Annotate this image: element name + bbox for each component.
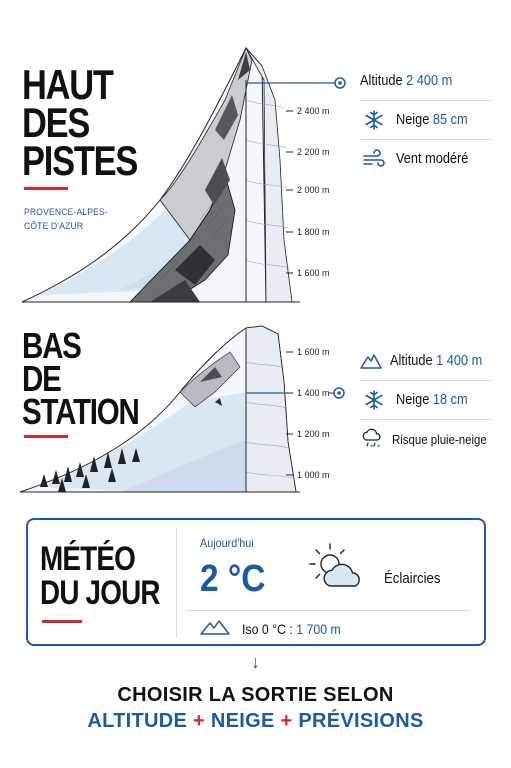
- top-title-line3: PISTES: [22, 137, 138, 184]
- rain-snow-cloud-icon: [360, 427, 384, 451]
- weather-condition: Éclaircies: [384, 570, 441, 587]
- info-value: 1 400 m: [436, 353, 483, 369]
- top-section: [0, 0, 511, 315]
- scale-tick-label: 1 200 m: [297, 429, 330, 439]
- mountain-icon: [200, 618, 230, 641]
- sun-cloud-icon: [308, 542, 374, 597]
- region-line2: CÔTE D'AZUR: [24, 221, 84, 232]
- scale-tick-label: 1 800 m: [297, 227, 330, 237]
- station-info-snow: [360, 385, 492, 415]
- title-underline: [24, 435, 68, 438]
- title-underline: [42, 620, 82, 623]
- info-label: Risque pluie-neige: [392, 431, 487, 447]
- weather-card: [26, 518, 486, 646]
- station-info-panel: [360, 346, 492, 454]
- title-underline: [24, 187, 68, 190]
- freezing-level: [242, 621, 341, 637]
- cta-line2: [0, 710, 511, 733]
- station-altitude-leader: [246, 386, 350, 400]
- freezing-level-label: Iso 0 °C :: [242, 621, 297, 637]
- top-title-line2: DES: [22, 99, 90, 146]
- divider: [186, 610, 470, 611]
- scale-tick-label: 1 400 m: [297, 388, 330, 398]
- info-label: Neige: [396, 112, 433, 128]
- station-altitude-scale: [286, 344, 336, 484]
- mountain-icon: [360, 349, 382, 373]
- info-label: Vent modéré: [396, 151, 469, 167]
- cta-word-previsions: PRÉVISIONS: [298, 710, 424, 732]
- snowflake-icon: [360, 388, 388, 412]
- svg-text:*: *: [377, 443, 381, 451]
- top-info-wind: [360, 144, 492, 174]
- top-title-line1: HAUT: [22, 61, 113, 108]
- cta-plus: +: [280, 710, 293, 732]
- scale-tick-label: 2 000 m: [297, 185, 330, 195]
- info-label: Altitude: [390, 353, 437, 369]
- snowflake-icon: [360, 108, 388, 132]
- cta-line1: CHOISIR LA SORTIE SELON: [117, 684, 394, 706]
- divider: [360, 100, 492, 101]
- station-info-precip: [360, 424, 492, 454]
- temperature-value: 2 °C: [200, 558, 266, 600]
- top-altitude-scale: [286, 100, 336, 280]
- region-line1: PROVENCE-ALPES-: [24, 207, 108, 218]
- scale-tick-label: 2 200 m: [297, 147, 330, 157]
- freezing-level-value: 1 700 m: [296, 621, 341, 637]
- info-value: 18 cm: [432, 392, 468, 408]
- station-section: [0, 318, 511, 508]
- divider: [360, 380, 492, 381]
- cta-plus: +: [193, 710, 206, 732]
- top-altitude-leader: [246, 76, 356, 90]
- wind-icon: [360, 147, 388, 171]
- scale-tick-label: 1 600 m: [297, 268, 330, 278]
- info-label: Neige: [396, 392, 433, 408]
- top-info-altitude: [360, 66, 492, 96]
- scale-tick-label: 2 400 m: [297, 106, 330, 116]
- station-title-line1: BAS: [22, 325, 81, 366]
- divider: [176, 528, 177, 638]
- info-label: Altitude: [360, 73, 407, 89]
- down-arrow-icon: ↓: [251, 652, 260, 672]
- divider: [360, 139, 492, 140]
- today-label: Aujourd'hui: [200, 536, 254, 550]
- scale-tick-label: 1 000 m: [297, 470, 330, 480]
- scale-tick-label: 1 600 m: [297, 347, 330, 357]
- station-title-line3: STATION: [22, 391, 139, 432]
- weather-title-line2: DU JOUR: [40, 574, 160, 612]
- station-info-altitude: [360, 346, 492, 376]
- top-info-panel: [360, 66, 492, 174]
- station-title-line2: DE: [22, 358, 61, 399]
- info-value: 85 cm: [432, 112, 468, 128]
- top-info-snow: [360, 105, 492, 135]
- divider: [360, 419, 492, 420]
- svg-text:*: *: [370, 443, 374, 451]
- info-value: 2 400 m: [406, 73, 453, 89]
- cta-word-neige: NEIGE: [210, 710, 275, 732]
- cta-word-altitude: ALTITUDE: [87, 710, 188, 732]
- weather-title-line1: MÉTÉO: [40, 540, 136, 578]
